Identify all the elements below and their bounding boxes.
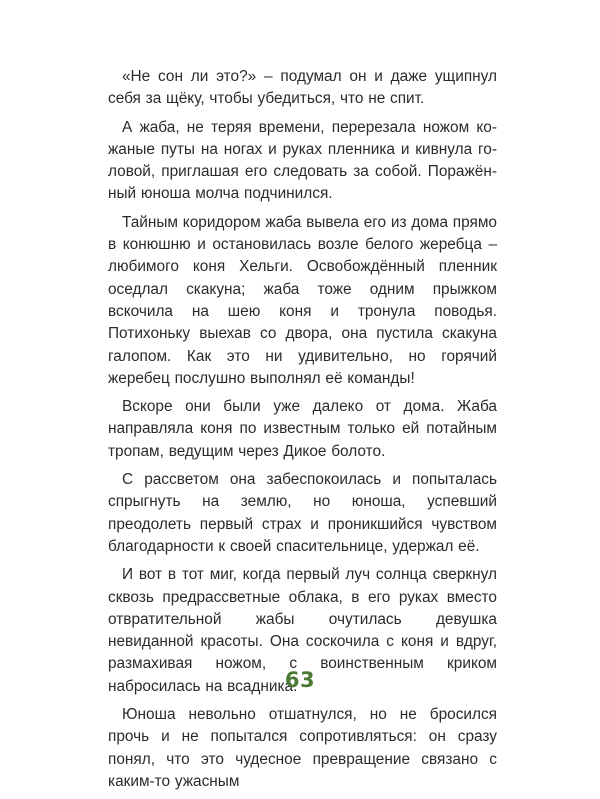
paragraph-2: А жаба, не теряя времени, перерезала ножом кожаные путы на ногах и руках пленника и кивнула головой, приглашая его следовать за собой. Поражённый юноша молча подчинился. xyxy=(108,118,497,203)
paragraph-7: Юноша невольно отшатнулся, но не бросился прочь и не попытался сопротивляться: он сразу понял, что это чудесное превращение связано с каким-то ужасным xyxy=(108,706,497,790)
paragraph-6: И вот в тот миг, когда первый луч солнца сверкнул сквозь предрассветные облака, в его руках вместо отвратительной жабы очутилась девушка невиданной красоты. Она соскочила с коня и вдруг, размахивая ножом, с воинственным криком набросилась на всадника. xyxy=(108,566,497,695)
page-number: 63 xyxy=(284,668,316,692)
paragraph-4: Вскоре они были уже далеко от дома. Жаба направляла коня по известным только ей потайным тропам, ведущим через Дикое болото. xyxy=(108,398,497,460)
paragraph-5: С рассветом она забеспокоилась и попыталась спрыгнуть на землю, но юноша, успевший преодолеть первый страх и проникшийся чувством благодарности к своей спасительнице, удержал её. xyxy=(108,471,497,555)
paragraph-1: «Не сон ли это?» – подумал он и даже ущипнул себя за щёку, чтобы убедиться, что не спит. xyxy=(108,68,497,108)
paragraph-3: Тайным коридором жаба вывела его из дома прямо в конюшню и остановилась возле белого жеребца – любимого коня Хельги. Освобождённый пленник оседлал скакуна; жаба тоже одним прыжком вскочила на шею коня и тронула поводья. Потихоньку выехав со двора, она пустила скакуна галопом. Как это ни удивительно, но горячий жеребец послушно выполнял её команды! xyxy=(108,213,497,387)
